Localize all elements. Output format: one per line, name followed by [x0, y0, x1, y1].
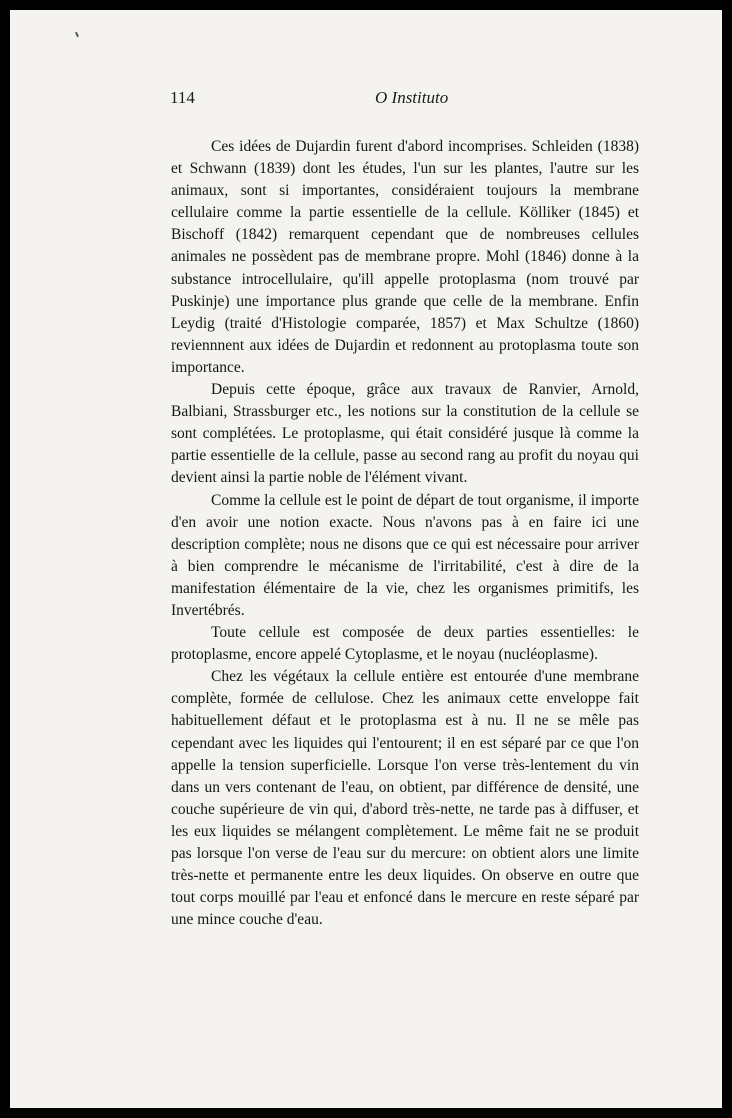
paragraph: Ces idées de Dujardin furent d'abord incomprises. Schleiden (1838) et Schwann (1839) dont les études, l'un sur les plantes, l'autre sur les animaux, sont si importantes, considéraient toujours la membrane cellulaire comme la partie essentielle de la cellule. Kölliker (1845) et Bischoff (1842) remarquent cependant que de nombreuses cellules animales ne possèdent pas de membrane propre. Mohl (1846) donne à la substance introcellulaire, qu'ill appelle protoplasma (nom trouvé par Puskinje) une importance plus grande que celle de la membrane. Enfin Leydig (traité d'Histologie comparée, 1857) et Max Schultze (1860) reviennnent aux idées de Dujardin et redonnent au protoplasma toute son importance.: [171, 138, 639, 376]
page-header: [170, 88, 560, 112]
paragraph: Depuis cette époque, grâce aux travaux de Ranvier, Arnold, Balbiani, Strassburger etc., les notions sur la constitution de la cellule se sont complétées. Le protoplasme, qui était considéré jusque là comme la partie essentielle de la cellule, passe au second rang au profit du noyau qui devient ainsi la partie noble de l'élément vivant.: [171, 381, 639, 487]
body-text: [171, 136, 639, 931]
page-number: 114: [170, 88, 195, 107]
paragraph: Comme la cellule est le point de départ de tout organisme, il importe d'en avoir une notion exacte. Nous n'avons pas à en faire ici une description complète; nous ne disons que ce qui est nécessaire pour arriver à bien comprendre le mécanisme de l'irritabilité, c'est à dire de la manifestation élémentaire de la vie, chez les organismes primitifs, les Invertébrés.: [171, 491, 639, 619]
scanned-page: [10, 10, 722, 1108]
scan-speck: [75, 32, 79, 37]
running-title: O Instituto: [375, 88, 449, 107]
paragraph: Toute cellule est composée de deux parties essentielles: le protoplasme, encore appelé Cytoplasme, et le noyau (nucléoplasme).: [171, 624, 639, 664]
paragraph: Chez les végétaux la cellule entière est entourée d'une membrane complète, formée de cellulose. Chez les animaux cette enveloppe fait habituellement défaut et le protoplasma est à nu. Il ne se mêle pas cependant avec les liquides qui l'entourent; il en est séparé par ce que l'on appelle la tension superficielle. Lorsque l'on verse très-lentement du vin dans un vers contenant de l'eau, on obtient, par différence de densité, une couche supérieure de vin qui, d'abord très-nette, ne tarde pas à diffuser, et les eux liquides se mélangent complètement. Le même fait ne se produit pas lorsque l'on verse de l'eau sur du mercure: on obtient alors une limite très-nette et permanente entre les deux liquides. On observe en outre que tout corps mouillé par l'eau et enfoncé dans le mercure en reste séparé par une mince couche d'eau.: [171, 668, 639, 929]
